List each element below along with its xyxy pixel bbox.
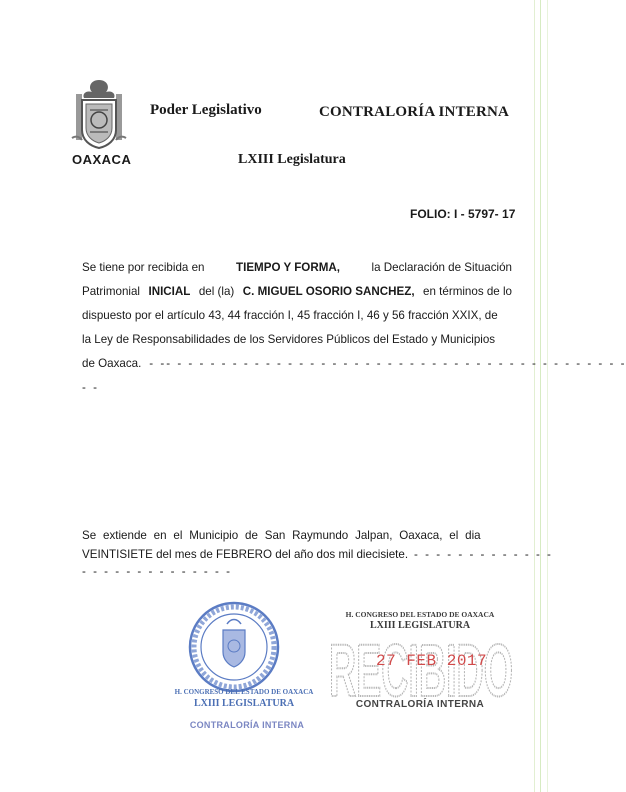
paragraph-line	[82, 279, 512, 303]
paragraph-line	[82, 303, 512, 327]
seal-caption: LXIII LEGISLATURA	[193, 698, 295, 709]
filler-dashes: - -- - - - - - - - - - - - - - - - - - - - - - - - - - - - - - - - - - - - - - - - - -	[149, 356, 626, 370]
oaxaca-crest-icon	[68, 78, 130, 150]
text-segment: la Ley de Responsabilidades de los Servidores Públicos del Estado y Municipios	[82, 332, 496, 346]
paragraph-line	[82, 327, 512, 351]
paragraph-line	[82, 563, 512, 579]
filler-dashes: - - - - - - - - - - - - - -	[82, 564, 232, 578]
issuance-paragraph	[82, 525, 553, 579]
branch-title: Poder Legislativo	[150, 102, 262, 118]
filler-dashes: - -	[82, 380, 99, 394]
text-segment: dispuesto por el artículo 43, 44 fracción I, 45 fracción I, 46 y 56 fracción XXIX, de	[82, 308, 498, 322]
legislature-title: LXIII Legislatura	[238, 152, 346, 167]
declarant-name: C. MIGUEL OSORIO SANCHEZ,	[242, 284, 415, 298]
text-segment: en términos de lo	[423, 284, 512, 298]
received-stamp-caption: H. CONGRESO DEL ESTADO DE OAXACA	[345, 610, 495, 619]
received-date: 27 FEB 2017	[376, 652, 488, 670]
seal-office: CONTRALORÍA INTERNA	[189, 720, 305, 730]
scan-edge-line	[534, 0, 535, 792]
seal-caption: H. CONGRESO DEL ESTADO DE OAXACA	[174, 688, 314, 696]
svg-text:RECIBIDO: RECIBIDO	[329, 629, 513, 712]
state-name: OAXACA	[72, 152, 132, 167]
text-segment: VEINTISIETE del mes de FEBRERO del año dos mil diecisiete.	[82, 547, 409, 561]
paragraph-line	[82, 545, 553, 563]
text-segment: del (la)	[198, 284, 235, 298]
text-emphasis: INICIAL	[148, 284, 191, 298]
declaration-paragraph	[82, 255, 626, 399]
received-stamp-office: CONTRALORÍA INTERNA	[355, 699, 485, 710]
text-segment: de Oaxaca.	[82, 356, 142, 370]
paragraph-line	[82, 351, 626, 375]
office-title: CONTRALORÍA INTERNA	[319, 104, 510, 120]
text-emphasis: TIEMPO Y FORMA,	[236, 260, 340, 274]
text-segment: Se tiene por recibida en	[82, 260, 205, 274]
text-segment: Se extiende en el Municipio de San Raymundo Jalpan, Oaxaca, el dia	[82, 528, 481, 542]
text-segment: Patrimonial	[82, 284, 140, 298]
paragraph-line	[82, 255, 512, 279]
filler-dashes: - - - - - - - - - - - - -	[414, 547, 553, 561]
received-stamp-caption: LXIII LEGISLATURA	[369, 620, 471, 631]
paragraph-line	[82, 525, 512, 545]
paragraph-line	[82, 375, 512, 399]
scan-edge-line	[547, 0, 548, 792]
folio-number: FOLIO: I - 5797- 17	[410, 207, 516, 221]
congress-seal-icon	[187, 600, 281, 694]
scan-edge-line	[540, 0, 541, 792]
text-segment: la Declaración de Situación	[371, 260, 512, 274]
